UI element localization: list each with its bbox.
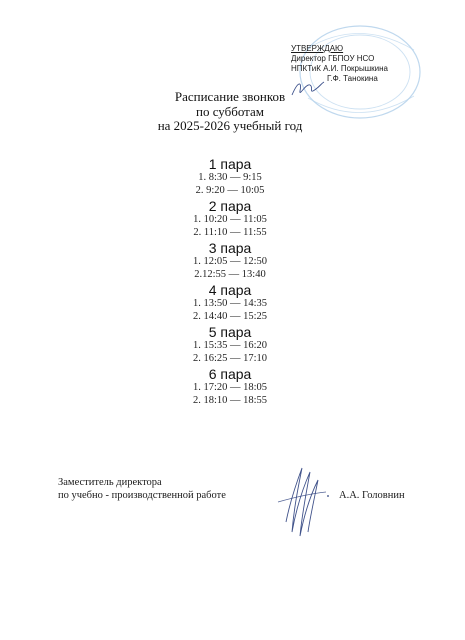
bell-schedule [150,156,310,409]
pair-heading: 5 пара [208,324,252,340]
pair-2 [150,199,310,239]
time-slot: 1. 15:35 — 16:20 [192,340,268,351]
approval-title: УТВЕРЖДАЮ [291,44,344,53]
time-slot: 1. 10:20 — 11:05 [193,214,267,225]
time-slot: 1. 13:50 — 14:35 [192,298,268,309]
pair-1 [150,157,310,197]
pair-6 [150,367,310,407]
approval-name: Г.Ф. Танокина [327,74,378,83]
pair-5 [150,325,310,365]
approval-director: Директор ГБПОУ НСО [291,54,375,63]
pair-heading: 3 пара [208,240,252,256]
time-slot: 2. 18:10 — 18:55 [192,394,268,406]
handwritten-signature [272,462,332,542]
time-slot: 2. 16:25 — 17:10 [192,352,268,364]
document-title [120,90,340,134]
time-slot: 2. 11:10 — 11:55 [193,226,267,238]
title-line-1: Расписание звонков [174,89,286,104]
title-line-2: по субботам [195,103,265,119]
time-slot: 1. 12:05 — 12:50 [192,256,268,267]
pair-4 [150,283,310,323]
title-line-3: на 2025-2026 учебный год [157,118,303,133]
pair-heading: 4 пара [208,282,252,298]
approval-block [291,44,441,84]
pair-heading: 6 пара [208,366,252,382]
pair-heading: 1 пара [208,156,252,172]
time-slot: 1. 8:30 — 9:15 [198,172,262,183]
pair-heading: 2 пара [208,198,252,214]
signer-name: А.А. Головнин [339,490,405,501]
time-slot: 2. 9:20 — 10:05 [195,184,265,196]
time-slot: 1. 17:20 — 18:05 [192,382,268,393]
signer-position-line-2: по учебно - производственной работе [58,490,226,501]
pair-3 [150,241,310,281]
time-slot: 2. 14:40 — 15:25 [192,310,268,322]
approval-institution: НПКТиК А.И. Покрышкина [291,64,388,73]
signer-position-line-1: Заместитель директора [58,477,162,488]
signature-block [58,476,438,502]
time-slot: 2.12:55 — 13:40 [194,268,266,280]
